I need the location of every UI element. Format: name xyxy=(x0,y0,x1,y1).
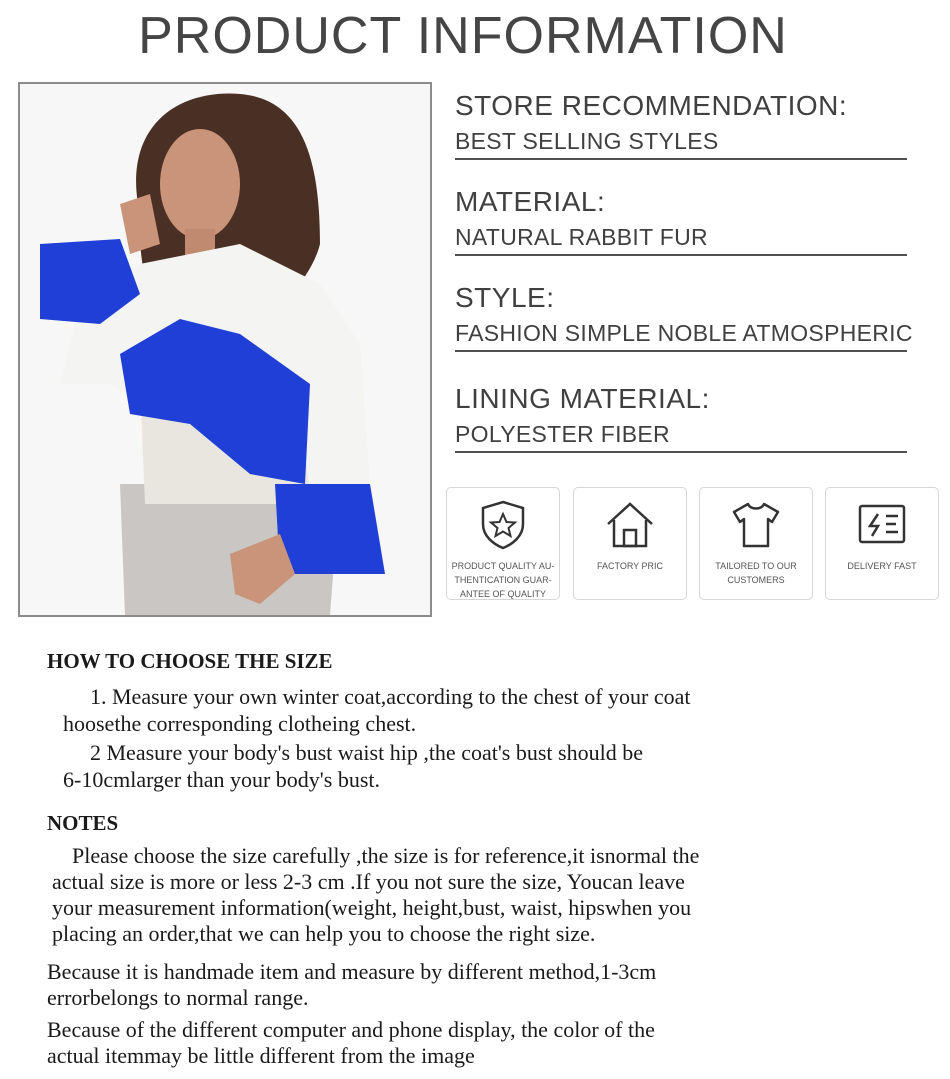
badge-delivery xyxy=(825,487,939,600)
house-icon xyxy=(604,498,656,550)
model-illustration xyxy=(20,84,430,615)
info-store-recommendation xyxy=(455,90,933,160)
notes-p1-line-1: Please choose the size carefully ,the size is for reference,it isnormal the xyxy=(72,843,700,868)
notes-p3-line-1: Because of the different computer and phone display, the color of the xyxy=(47,1017,655,1042)
notes-p2-line-2: errorbelongs to normal range. xyxy=(47,985,309,1010)
notes-p1-line-2: actual size is more or less 2-3 cm .If you not sure the size, Youcan leave xyxy=(52,869,685,894)
badge-quality xyxy=(446,487,560,600)
badge-label: DELIVERY FAST xyxy=(847,561,917,571)
tshirt-icon xyxy=(730,498,782,550)
product-photo xyxy=(18,82,432,617)
badge-factory-price xyxy=(573,487,687,600)
notes-heading: NOTES xyxy=(47,811,119,835)
info-value: NATURAL RABBIT FUR xyxy=(455,224,907,256)
size-step-2-line-2: 6-10cmlarger than your body's bust. xyxy=(63,767,381,792)
badge-label: FACTORY PRIC xyxy=(596,561,664,571)
badge-tailored xyxy=(699,487,813,600)
info-lining-material xyxy=(455,383,933,453)
shield-star-icon xyxy=(477,498,529,550)
info-value: FASHION SIMPLE NOBLE ATMOSPHERIC xyxy=(455,320,907,352)
info-heading: LINING MATERIAL: xyxy=(455,383,710,414)
notes-p1-line-4: placing an order,that we can help you to choose the right size. xyxy=(52,921,596,946)
notes-p3-line-2: actual itemmay be little different from the image xyxy=(47,1043,475,1068)
size-step-2-line-1: 2 Measure your body's bust waist hip ,the coat's bust should be xyxy=(90,740,643,765)
face xyxy=(160,129,240,239)
info-heading: STYLE: xyxy=(455,282,555,313)
info-heading: MATERIAL: xyxy=(455,186,606,217)
notes-p2-line-1: Because it is handmade item and measure by different method,1-3cm xyxy=(47,959,657,984)
right-cuff xyxy=(275,484,385,574)
badge-label: PRODUCT QUALITY AU- THENTICATION GUAR- ANTEE OF QUALITY xyxy=(451,561,555,599)
size-guide-section xyxy=(47,649,333,674)
info-style xyxy=(455,282,933,352)
info-value: BEST SELLING STYLES xyxy=(455,128,907,160)
size-step-1-line-1: 1. Measure your own winter coat,according to the chest of your coat xyxy=(90,684,691,709)
info-material xyxy=(455,186,933,256)
info-value: POLYESTER FIBER xyxy=(455,421,907,453)
badge-label: TAILORED TO OUR CUSTOMERS xyxy=(715,561,797,585)
info-heading: STORE RECOMMENDATION: xyxy=(455,90,848,121)
size-guide-heading: HOW TO CHOOSE THE SIZE xyxy=(47,649,333,673)
size-step-1-line-2: hoosethe corresponding clotheing chest. xyxy=(63,711,417,736)
delivery-icon xyxy=(856,498,908,550)
notes-section xyxy=(47,811,118,836)
page-title: PRODUCT INFORMATION xyxy=(138,7,788,65)
notes-p1-line-3: your measurement information(weight, height,bust, waist, hipswhen you xyxy=(52,895,692,920)
